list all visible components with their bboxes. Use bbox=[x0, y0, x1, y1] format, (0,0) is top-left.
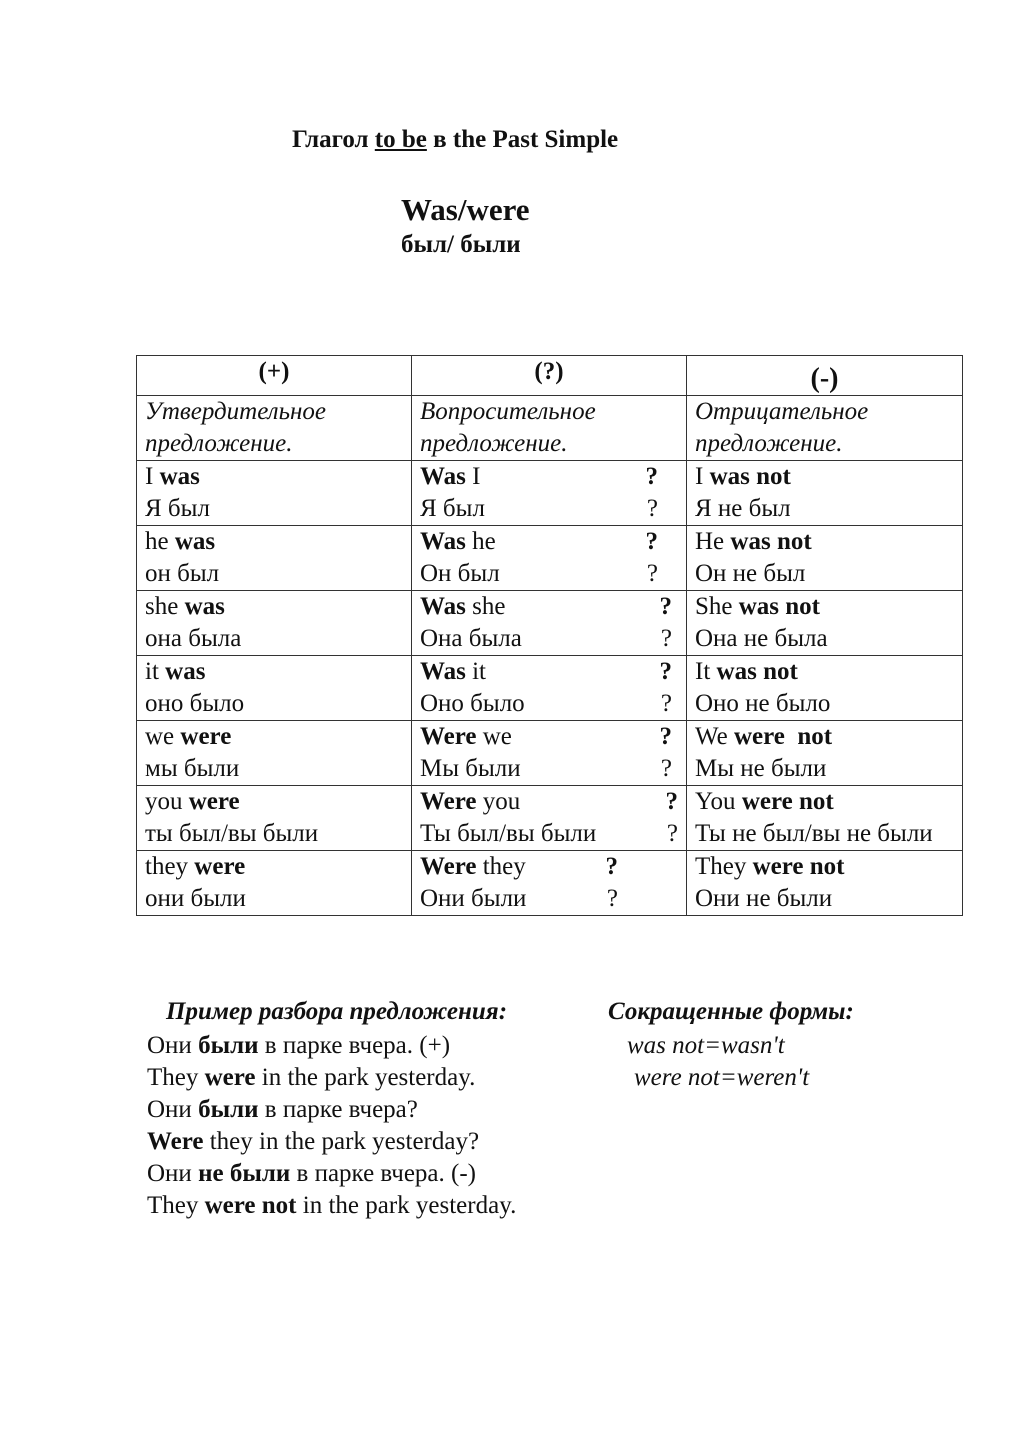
english-form: Were they ? bbox=[420, 853, 618, 880]
russian-form: мы были bbox=[145, 755, 240, 782]
english-form: Were you ? bbox=[420, 788, 678, 815]
type-negative: Отрицательное предложение. bbox=[687, 396, 963, 461]
table-type-row bbox=[137, 396, 963, 461]
russian-form: Она была ? bbox=[420, 625, 672, 652]
table-header-row bbox=[137, 356, 963, 396]
affirmative-cell bbox=[137, 851, 412, 916]
table-row bbox=[137, 721, 963, 786]
question-cell bbox=[412, 721, 687, 786]
sign-negative: (-) bbox=[687, 356, 963, 396]
english-form: you were bbox=[145, 788, 240, 815]
title-suffix: в the Past Simple bbox=[433, 126, 619, 153]
question-cell bbox=[412, 461, 687, 526]
russian-form: Ты не был/вы не были bbox=[695, 820, 933, 847]
english-form: he was bbox=[145, 528, 216, 555]
russian-form: Оно не было bbox=[695, 690, 831, 717]
main-heading: Was/were bbox=[401, 192, 530, 227]
english-form: I was bbox=[145, 463, 200, 490]
question-cell bbox=[412, 656, 687, 721]
conjugation-table bbox=[136, 355, 963, 916]
affirmative-cell bbox=[137, 461, 412, 526]
affirmative-cell bbox=[137, 721, 412, 786]
english-form: it was bbox=[145, 658, 206, 685]
negative-cell bbox=[687, 526, 963, 591]
russian-form: Ты был/вы были ? bbox=[420, 820, 678, 847]
short-form-line: were not=weren't bbox=[634, 1064, 810, 1091]
example-line: They were in the park yesterday. bbox=[147, 1064, 476, 1091]
english-form: He was not bbox=[695, 528, 812, 555]
russian-form: он был bbox=[145, 560, 220, 587]
example-line: Они не были в парке вчера. (-) bbox=[147, 1160, 477, 1187]
table-row bbox=[137, 786, 963, 851]
affirmative-cell bbox=[137, 526, 412, 591]
russian-form: Я не был bbox=[695, 495, 791, 522]
type-affirmative: Утвердительное предложение. bbox=[137, 396, 412, 461]
negative-cell bbox=[687, 721, 963, 786]
table-row bbox=[137, 656, 963, 721]
question-cell bbox=[412, 851, 687, 916]
russian-form: оно было bbox=[145, 690, 245, 717]
russian-form: ты был/вы были bbox=[145, 820, 319, 847]
negative-cell bbox=[687, 851, 963, 916]
example-title: Пример разбора предложения: bbox=[166, 998, 508, 1025]
english-form: Was I ? bbox=[420, 463, 658, 490]
type-interrogative: Вопросительное предложение. bbox=[412, 396, 687, 461]
sign-question: (?) bbox=[412, 356, 687, 396]
question-cell bbox=[412, 591, 687, 656]
russian-form: она была bbox=[145, 625, 242, 652]
sub-heading: был/ были bbox=[401, 231, 521, 258]
example-line: Они были в парке вчера. (+) bbox=[147, 1032, 451, 1059]
russian-form: Он не был bbox=[695, 560, 806, 587]
russian-form: Они не были bbox=[695, 885, 833, 912]
title-prefix: Глагол bbox=[292, 126, 369, 153]
english-form: Was it ? bbox=[420, 658, 672, 685]
example-line: They were not in the park yesterday. bbox=[147, 1192, 517, 1219]
english-form: Were we ? bbox=[420, 723, 672, 750]
russian-form: Мы были ? bbox=[420, 755, 672, 782]
negative-cell bbox=[687, 786, 963, 851]
negative-cell bbox=[687, 461, 963, 526]
english-form: You were not bbox=[695, 788, 834, 815]
russian-form: Я был bbox=[145, 495, 210, 522]
russian-form: Они были ? bbox=[420, 885, 618, 912]
russian-form: Я был ? bbox=[420, 495, 658, 522]
short-forms-title: Сокращенные формы: bbox=[608, 998, 854, 1025]
russian-form: они были bbox=[145, 885, 246, 912]
table-row bbox=[137, 526, 963, 591]
title-underlined-term: to be bbox=[374, 126, 427, 153]
negative-cell bbox=[687, 591, 963, 656]
affirmative-cell bbox=[137, 656, 412, 721]
example-line: Они были в парке вчера? bbox=[147, 1096, 418, 1123]
english-form: We were not bbox=[695, 723, 833, 750]
english-form: It was not bbox=[695, 658, 798, 685]
example-line: Were they in the park yesterday? bbox=[147, 1128, 480, 1155]
russian-form: Оно было ? bbox=[420, 690, 672, 717]
english-form: They were not bbox=[695, 853, 845, 880]
english-form: Was he ? bbox=[420, 528, 658, 555]
negative-cell bbox=[687, 656, 963, 721]
russian-form: Он был ? bbox=[420, 560, 658, 587]
example-block bbox=[147, 1030, 516, 1222]
russian-form: Она не была bbox=[695, 625, 828, 652]
short-form-line: was not=wasn't bbox=[627, 1032, 785, 1059]
english-form: She was not bbox=[695, 593, 821, 620]
english-form: she was bbox=[145, 593, 225, 620]
table-row bbox=[137, 851, 963, 916]
english-form: I was not bbox=[695, 463, 791, 490]
sign-positive: (+) bbox=[137, 356, 412, 396]
question-cell bbox=[412, 786, 687, 851]
document-title bbox=[292, 126, 618, 154]
english-form: Was she ? bbox=[420, 593, 672, 620]
question-cell bbox=[412, 526, 687, 591]
affirmative-cell bbox=[137, 591, 412, 656]
table-row bbox=[137, 591, 963, 656]
russian-form: Мы не были bbox=[695, 755, 827, 782]
table-row bbox=[137, 461, 963, 526]
english-form: we were bbox=[145, 723, 232, 750]
english-form: they were bbox=[145, 853, 246, 880]
affirmative-cell bbox=[137, 786, 412, 851]
